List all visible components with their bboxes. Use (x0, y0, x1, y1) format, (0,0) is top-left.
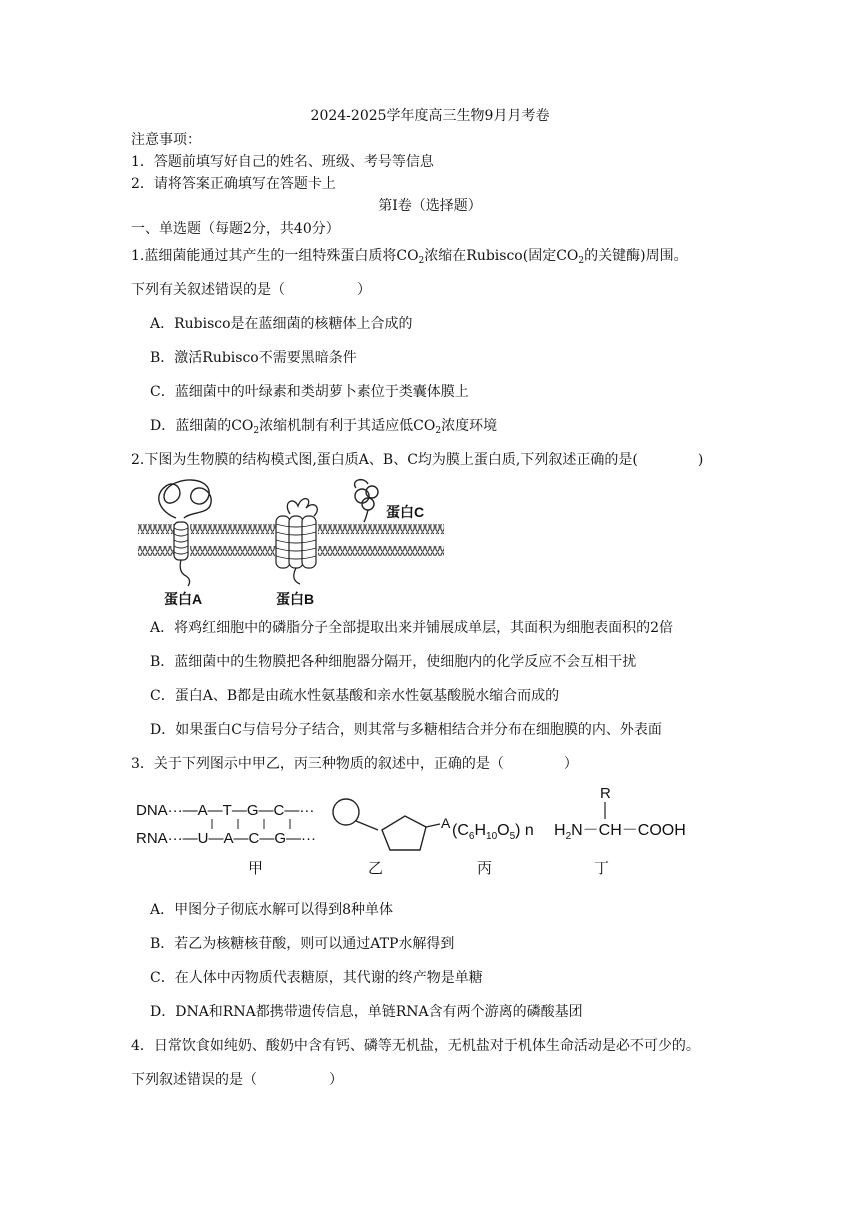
protein-b-loop (287, 499, 317, 516)
base-pair-lines (212, 819, 290, 829)
lipid-bottom-3 (318, 546, 444, 556)
molecules-figure (130, 772, 710, 882)
lipid-top-3 (318, 524, 444, 534)
q3-option-a[interactable]: A．甲图分子彻底水解可以得到8种单体 (150, 902, 394, 918)
q1-stem-line2: 下列有关叙述错误的是（ ） (131, 282, 371, 298)
q1-option-c[interactable]: C．蓝细菌中的叶绿素和类胡萝卜素位于类囊体膜上 (150, 384, 469, 400)
notice-label: 注意事项： (131, 132, 201, 148)
q3-option-c[interactable]: C．在人体中丙物质代表糖原，其代谢的终产物是单糖 (150, 970, 483, 986)
q1-option-d[interactable]: D．蓝细菌的$CO_2$浓缩机制有利于其适应低$CO_2$浓度环境 (150, 418, 498, 436)
q2-option-d[interactable]: D．如果蛋白C与信号分子结合，则其常与多糖相结合并分布在细胞膜的内、外表面 (150, 722, 662, 738)
phosphate-circle (333, 799, 359, 825)
q2-option-b[interactable]: B．蓝细菌中的生物膜把各种细胞器分隔开，使细胞内的化学反应不会互相干扰 (150, 654, 637, 670)
q2-option-a[interactable]: A．将鸡红细胞中的磷脂分子全部提取出来并铺展成单层，其面积为细胞表面积的2倍 (150, 620, 674, 636)
protein-c-shape (355, 480, 378, 522)
amino-acid-formula: $H_2N-CH-COOH$ (554, 822, 686, 842)
label-ding: 丁 (594, 859, 610, 877)
rna-strand: RNA···—U—A—C—G—··· (136, 830, 316, 847)
q3-option-d[interactable]: D．DNA和RNA都携带遗传信息，单链RNA含有两个游离的磷酸基团 (150, 1004, 583, 1020)
label-bing: 丙 (477, 859, 493, 877)
q2-option-c[interactable]: C．蛋白A、B都是由疏水性氨基酸和亲水性氨基酸脱水缩合而成的 (150, 688, 560, 704)
protein-c-label: 蛋白C (386, 504, 425, 520)
polysaccharide-formula: $(C_6H_{10}O_5)$ n (452, 822, 534, 842)
lipid-top-2 (190, 524, 276, 534)
protein-a-label: 蛋白A (164, 591, 203, 607)
membrane-figure (130, 472, 460, 614)
volume-title: 第I卷（选择题） (378, 198, 482, 214)
q1-stem-line1: 1.蓝细菌能通过其产生的一组特殊蛋白质将$CO_2$浓缩在Rubisco(固定$CO_2$的关键酶)周围。 (131, 248, 688, 266)
q3-option-b[interactable]: B．若乙为核糖核苷酸，则可以通过ATP水解得到 (150, 936, 455, 952)
notice-item-2: 2．请将答案正确填写在答题卡上 (131, 176, 336, 192)
protein-a-loop (159, 480, 211, 518)
r-group: R (600, 785, 611, 802)
q1-option-b[interactable]: B．激活Rubisco不需要黑暗条件 (150, 350, 357, 366)
q4-stem-line2: 下列叙述错误的是（ ） (131, 1072, 343, 1088)
protein-b-label: 蛋白B (276, 591, 315, 607)
q4-stem-line1: 4．日常饮食如纯奶、酸奶中含有钙、磷等无机盐，无机盐对于机体生命活动是必不可少的。 (131, 1038, 700, 1054)
label-yi: 乙 (368, 859, 384, 877)
lipid-bottom-2 (190, 546, 276, 556)
part-title: 一、单选题（每题2分，共40分） (131, 221, 340, 237)
q1-option-a[interactable]: A．Rubisco是在蓝细菌的核糖体上合成的 (150, 316, 413, 332)
q2-stem: 2.下图为生物膜的结构模式图,蛋白质A、B、C均为膜上蛋白质,下列叙述正确的是( ) (131, 452, 704, 468)
q3-stem: 3．关于下列图示中甲乙，丙三种物质的叙述中，正确的是（ ） (131, 756, 578, 772)
exam-title: 2024-2025学年度高三生物9月月考卷 (310, 108, 550, 124)
dna-strand: DNA···—A—T—G—C—··· (136, 802, 315, 819)
pentose-ring (382, 816, 426, 850)
label-jia: 甲 (248, 859, 264, 877)
notice-item-1: 1．答题前填写好自己的姓名、班级、考号等信息 (131, 154, 434, 170)
base-label: A (441, 815, 451, 831)
